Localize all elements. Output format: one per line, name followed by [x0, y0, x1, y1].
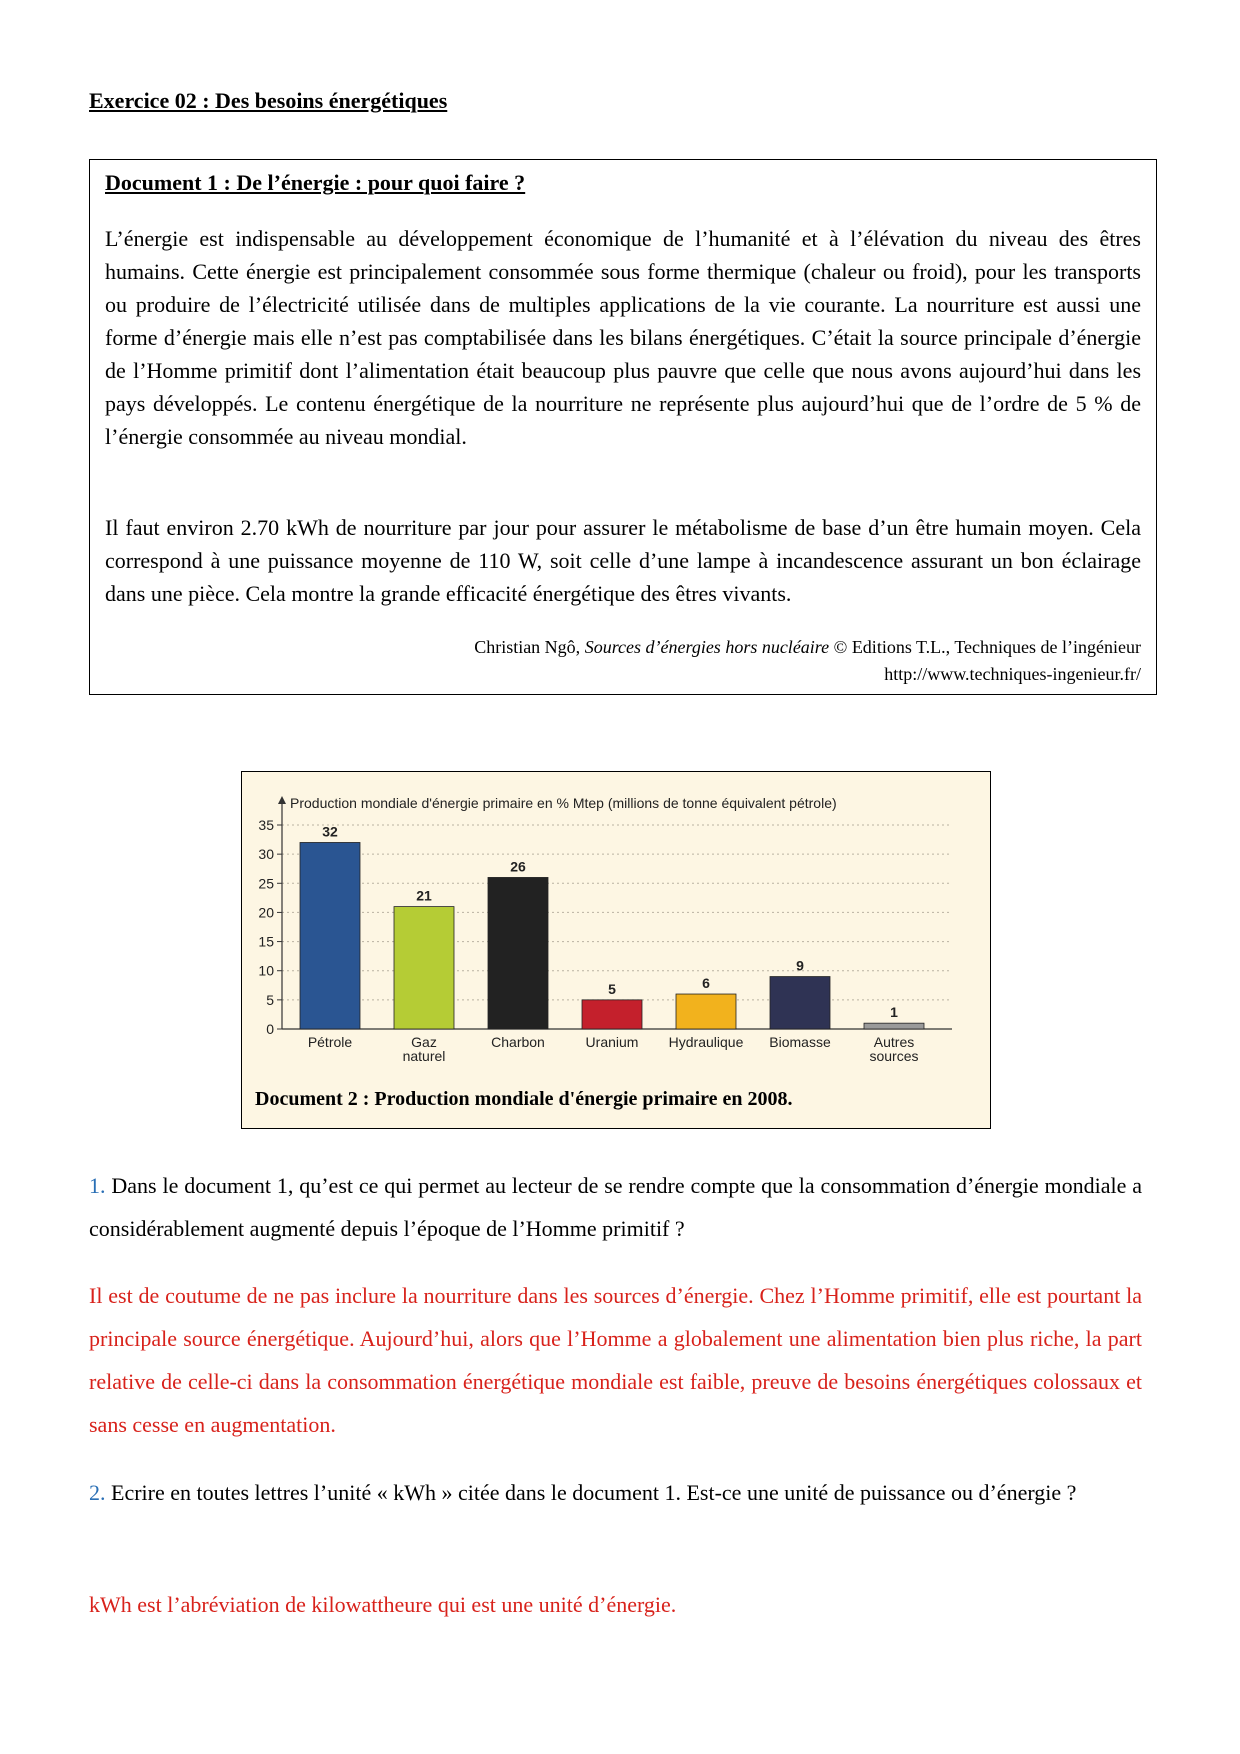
- y-tick-label: 20: [258, 904, 274, 921]
- question-2-text: Ecrire en toutes lettres l’unité « kWh » citée dans le document 1. Est-ce une unité de puissance ou d’énergie ?: [105, 1480, 1077, 1505]
- document-1-paragraph-1: L’énergie est indispensable au développement économique de l’humanité et à l’élévation du niveau des êtres humains. Cette énergie est principalement consommée sous forme thermique (chaleur ou froid), pour les transports ou produire de l’électricité utilisée dans de multiples applications de la vie courante. La nourriture est aussi une forme d’énergie mais elle n’est pas comptabilisée dans les bilans énergétiques. C’était la source principale d’énergie de l’Homme primitif dont l’alimentation était beaucoup plus pauvre que celle que nous avons aujourd’hui dans les pays développés. Le contenu énergétique de la nourriture ne représente plus aujourd’hui que de l’ordre de 5 % de l’énergie consommée au niveau mondial.: [105, 226, 1141, 449]
- citation-work: Sources d’énergies hors nucléaire: [584, 637, 830, 657]
- y-tick-label: 10: [258, 962, 274, 979]
- citation: [474, 634, 1141, 688]
- bar-value-label: 32: [322, 823, 338, 840]
- bar-2: [394, 907, 454, 1029]
- x-category-label: Biomasse: [769, 1034, 831, 1050]
- question-1: [89, 1164, 1142, 1250]
- bar-value-label: 5: [608, 980, 616, 997]
- bar-7: [864, 1023, 924, 1029]
- bar-value-label: 6: [702, 975, 710, 992]
- document-1-paragraph-2: Il faut environ 2.70 kWh de nourriture par jour pour assurer le métabolisme de base d’un être humain moyen. Cela correspond à une puissance moyenne de 110 W, soit celle d’une lampe à incandescence assurant un bon éclairage dans une pièce. Cela montre la grande efficacité énergétique des êtres vivants.: [105, 515, 1141, 606]
- citation-publisher: © Editions T.L., Techniques de l’ingénieur: [833, 637, 1141, 657]
- x-category-label: Uranium: [585, 1034, 639, 1050]
- y-tick-label: 35: [258, 817, 274, 833]
- bar-4: [582, 1000, 642, 1029]
- x-category-label: Autres: [873, 1034, 915, 1050]
- energy-bar-chart: [242, 772, 989, 1082]
- bar-value-label: 9: [796, 957, 804, 974]
- bar-5: [676, 994, 736, 1029]
- y-tick-label: 0: [266, 1021, 274, 1037]
- question-1-text: Dans le document 1, qu’est ce qui permet au lecteur de se rendre compte que la consommation d’énergie mondiale a considérablement augmenté depuis l’époque de l’Homme primitif ?: [89, 1173, 1142, 1241]
- document-2-figure: [241, 771, 991, 1129]
- question-2: [89, 1471, 1142, 1514]
- x-category-label: Gaz: [411, 1034, 437, 1050]
- y-tick-label: 25: [258, 875, 274, 892]
- citation-url: http://www.techniques-ingenieur.fr/: [884, 664, 1141, 684]
- question-2-number: 2.: [89, 1480, 106, 1505]
- bar-value-label: 1: [890, 1004, 898, 1021]
- question-1-number: 1.: [89, 1173, 106, 1198]
- x-category-label: Hydraulique: [668, 1034, 744, 1050]
- citation-line-1: [474, 634, 1141, 661]
- answer-1: Il est de coutume de ne pas inclure la nourriture dans les sources d’énergie. Chez l’Homme primitif, elle est pourtant la principale source énergétique. Aujourd’hui, alors que l’Homme a globalement une alimentation bien plus riche, la part relative de celle-ci dans la consommation énergétique mondiale est faible, preuve de besoins énergétiques colossaux et sans cesse en augmentation.: [89, 1283, 1142, 1437]
- citation-author: Christian Ngô,: [474, 637, 581, 657]
- bar-value-label: 21: [416, 887, 432, 904]
- bar-1: [300, 842, 360, 1029]
- y-tick-label: 15: [258, 933, 274, 950]
- page-title: Exercice 02 : Des besoins énergétiques: [89, 88, 448, 113]
- y-tick-label: 5: [266, 991, 274, 1008]
- bar-3: [488, 877, 548, 1029]
- bar-6: [770, 977, 830, 1029]
- document-1-box: [89, 159, 1157, 695]
- chart-title: Production mondiale d'énergie primaire en % Mtep (millions de tonne équivalent pétrole): [290, 795, 837, 811]
- document-1-heading: Document 1 : De l’énergie : pour quoi faire ?: [105, 170, 526, 195]
- x-category-label: sources: [869, 1048, 919, 1064]
- y-tick-label: 30: [258, 846, 274, 863]
- answer-2: kWh est l’abréviation de kilowattheure qui est une unité d’énergie.: [89, 1592, 677, 1617]
- x-category-label: Pétrole: [307, 1034, 353, 1050]
- bar-value-label: 26: [510, 858, 526, 875]
- x-category-label: naturel: [402, 1048, 446, 1064]
- x-category-label: Charbon: [491, 1034, 545, 1050]
- document-2-caption: Document 2 : Production mondiale d'énergie primaire en 2008.: [255, 1088, 793, 1110]
